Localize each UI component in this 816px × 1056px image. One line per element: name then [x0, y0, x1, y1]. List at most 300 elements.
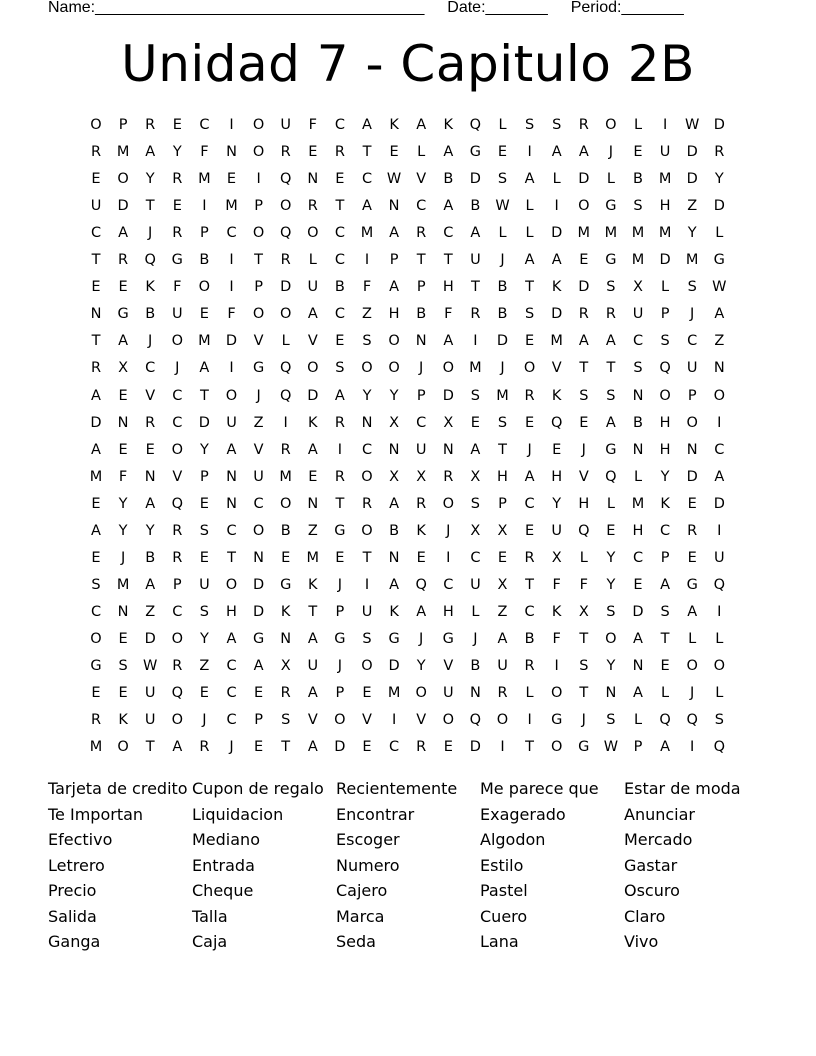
grid-letter: D [686, 468, 698, 485]
grid-letter: A [91, 441, 101, 458]
grid-letter: C [145, 360, 156, 377]
grid-row [89, 464, 736, 491]
grid-letter: P [335, 603, 345, 620]
grid-letter: T [443, 252, 453, 269]
grid-letter: K [308, 576, 318, 593]
grid-letter: I [446, 549, 451, 566]
grid-letter: Y [145, 171, 155, 188]
grid-letter: R [334, 144, 345, 161]
grid-letter: C [334, 225, 345, 242]
grid-letter: C [416, 414, 427, 431]
grid-letter: E [335, 171, 345, 188]
grid-letter: T [579, 360, 589, 377]
grid-letter: G [605, 198, 617, 215]
grid-letter: Y [118, 495, 128, 512]
grid-letter: U [497, 658, 508, 674]
word-list-item: Entrada [192, 855, 255, 875]
grid-letter: S [552, 117, 562, 133]
grid-letter: U [199, 576, 210, 593]
grid-letter: O [496, 712, 509, 729]
grid-letter: L [715, 630, 724, 647]
grid-letter: N [388, 198, 400, 215]
grid-letter: A [524, 468, 535, 485]
grid-letter: M [658, 225, 672, 242]
grid-letter: I [717, 414, 722, 431]
grid-letter: E [443, 739, 453, 756]
grid-letter: G [117, 306, 129, 323]
grid-letter: M [550, 333, 563, 350]
grid-letter: T [227, 549, 236, 566]
grid-letter: E [389, 144, 399, 161]
grid-letter: L [525, 198, 534, 215]
grid-letter: S [660, 333, 670, 350]
grid-letter: G [280, 576, 292, 593]
grid-letter: A [226, 630, 237, 647]
word-list-item: Gastar [624, 855, 678, 875]
grid-letter: E [226, 171, 237, 188]
grid-letter: A [524, 252, 535, 269]
grid-letter: I [391, 712, 397, 729]
grid-letter: E [362, 685, 372, 702]
grid-letter: J [337, 576, 343, 593]
grid-letter: J [229, 739, 234, 756]
grid-letter: E [579, 252, 589, 269]
grid-letter: W [495, 198, 510, 215]
grid-letter: P [118, 117, 128, 133]
grid-letter: F [362, 279, 372, 296]
grid-letter: J [608, 144, 614, 161]
grid-row [90, 112, 736, 139]
grid-letter: K [389, 117, 399, 133]
grid-letter: Y [389, 387, 399, 404]
grid-letter: I [337, 441, 343, 458]
grid-letter: E [308, 468, 318, 485]
grid-letter: D [578, 171, 590, 188]
grid-letter: N [307, 171, 319, 188]
grid-letter: A [524, 171, 535, 188]
grid-letter: H [659, 414, 671, 431]
grid-letter: D [90, 414, 102, 431]
period-label: Period: [570, 0, 622, 16]
grid-letter: M [469, 360, 482, 377]
grid-letter: U [659, 144, 671, 161]
grid-letter: L [498, 117, 507, 133]
grid-letter: I [229, 360, 234, 377]
grid-letter: B [416, 306, 427, 323]
grid-letter: E [281, 549, 291, 566]
grid-letter: D [496, 333, 509, 350]
grid-letter: R [334, 468, 345, 485]
grid-letter: Y [362, 387, 372, 404]
grid-letter: B [334, 279, 345, 296]
grid-row [91, 680, 736, 707]
grid-letter: S [524, 306, 535, 323]
grid-letter: G [713, 252, 725, 269]
grid-letter: A [443, 144, 454, 161]
grid-letter: R [687, 522, 698, 539]
grid-letter: Q [279, 171, 292, 188]
word-list-item: Mediano [192, 830, 260, 849]
grid-letter: S [91, 576, 101, 593]
grid-letter: E [199, 495, 209, 512]
grid-letter: S [497, 414, 508, 431]
grid-letter: J [256, 387, 261, 404]
word-list-item: Precio [48, 881, 97, 900]
grid-letter: E [308, 144, 318, 161]
grid-letter: R [172, 171, 183, 188]
grid-row [90, 707, 736, 734]
grid-letter: A [605, 333, 616, 350]
grid-letter: E [497, 144, 508, 161]
grid-letter: E [91, 279, 101, 296]
grid-letter: J [473, 630, 478, 647]
grid-letter: Z [362, 306, 372, 323]
grid-letter: L [281, 333, 290, 350]
grid-letter: Q [469, 117, 482, 133]
grid-letter: K [551, 279, 562, 296]
grid-letter: U [144, 685, 156, 702]
grid-letter: X [633, 279, 643, 296]
word-search-grid [89, 112, 736, 762]
grid-letter: M [198, 171, 211, 188]
word-list [48, 777, 768, 957]
grid-letter: B [633, 414, 643, 431]
grid-letter: R [605, 306, 616, 323]
grid-letter: G [334, 522, 346, 539]
grid-letter: N [117, 603, 129, 620]
grid-letter: D [551, 225, 563, 242]
grid-letter: E [118, 387, 128, 404]
grid-letter: G [605, 252, 617, 269]
word-list-item: Estilo [480, 855, 524, 875]
grid-letter: R [334, 414, 345, 431]
grid-letter: M [631, 225, 645, 242]
grid-letter: C [334, 306, 345, 323]
grid-letter: U [171, 306, 183, 323]
grid-letter: V [253, 441, 264, 458]
grid-letter: L [633, 468, 643, 485]
date-label: Date: [447, 0, 486, 16]
grid-letter: K [145, 279, 155, 296]
grid-row [91, 274, 736, 301]
grid-letter: N [253, 549, 265, 566]
grid-letter: E [199, 306, 209, 323]
grid-letter: C [172, 603, 183, 620]
grid-letter: C [90, 603, 102, 620]
grid-letter: C [632, 549, 644, 566]
grid-letter: R [118, 252, 129, 269]
grid-letter: N [144, 468, 156, 485]
grid-letter: A [307, 685, 318, 702]
grid-letter: J [148, 333, 153, 350]
grid-letter: D [713, 117, 725, 133]
grid-letter: R [443, 468, 454, 485]
grid-letter: R [199, 739, 210, 756]
grid-letter: W [685, 117, 700, 133]
grid-letter: C [226, 712, 237, 729]
grid-letter: U [307, 279, 319, 296]
grid-letter: D [469, 739, 481, 756]
grid-letter: X [389, 414, 400, 431]
word-list-item: Cajero [336, 881, 388, 900]
grid-letter: Z [199, 658, 210, 674]
grid-letter: Y [714, 171, 724, 188]
grid-letter: A [605, 414, 616, 431]
grid-letter: D [280, 279, 292, 296]
grid-letter: A [443, 198, 454, 215]
grid-letter: T [525, 739, 535, 756]
grid-letter: T [525, 576, 535, 593]
grid-letter: D [469, 171, 481, 188]
grid-letter: O [605, 117, 617, 133]
grid-letter: W [603, 739, 619, 756]
grid-letter: O [252, 306, 265, 323]
grid-letter: I [229, 279, 234, 296]
grid-letter: Y [145, 522, 155, 539]
grid-letter: A [633, 630, 643, 647]
grid-letter: T [660, 630, 670, 647]
grid-letter: C [361, 171, 373, 188]
grid-letter: R [497, 685, 508, 702]
grid-letter: V [416, 712, 427, 729]
grid-letter: B [470, 658, 481, 674]
grid-letter: F [227, 306, 236, 323]
grid-letter: R [145, 414, 156, 431]
grid-letter: O [523, 360, 536, 377]
word-list-item: Cheque [192, 881, 254, 900]
grid-letter: K [280, 603, 291, 620]
grid-letter: E [199, 685, 209, 702]
grid-letter: C [334, 252, 345, 269]
grid-letter: A [389, 495, 400, 512]
grid-letter: O [307, 225, 319, 242]
grid-letter: I [229, 252, 234, 269]
grid-letter: N [361, 414, 373, 431]
grid-letter: E [687, 549, 697, 566]
grid-letter: E [552, 441, 562, 458]
grid-letter: Y [687, 225, 697, 242]
grid-letter: L [633, 117, 643, 133]
grid-letter: U [253, 468, 264, 485]
grid-letter: O [171, 630, 183, 647]
grid-letter: O [279, 198, 292, 215]
word-list-item: Recientemente [336, 779, 458, 798]
grid-letter: A [497, 630, 508, 647]
grid-letter: D [713, 198, 725, 215]
grid-letter: O [198, 279, 211, 296]
word-list-item: Escoger [336, 830, 400, 849]
grid-letter: M [89, 739, 103, 756]
grid-row [91, 383, 736, 410]
grid-letter: O [361, 468, 373, 485]
grid-letter: O [388, 360, 400, 377]
grid-letter: Z [253, 414, 264, 431]
grid-letter: O [225, 576, 238, 593]
grid-letter: C [470, 549, 481, 566]
grid-letter: P [633, 739, 643, 756]
grid-letter: S [606, 279, 616, 296]
grid-letter: D [253, 603, 265, 620]
grid-letter: I [662, 117, 668, 133]
word-list-item: Claro [624, 906, 666, 926]
grid-letter: N [226, 468, 237, 485]
grid-letter: I [717, 522, 722, 539]
grid-letter: D [144, 630, 156, 647]
grid-letter: V [253, 333, 264, 350]
grid-letter: V [307, 333, 318, 350]
grid-letter: Y [606, 658, 616, 674]
grid-letter: U [686, 360, 698, 377]
grid-letter: I [283, 414, 288, 431]
grid-letter: Q [578, 522, 590, 539]
grid-letter: T [498, 441, 507, 458]
grid-letter: E [118, 630, 128, 647]
word-list-item: Numero [336, 855, 400, 875]
grid-letter: M [89, 468, 103, 485]
grid-letter: E [660, 658, 670, 674]
grid-letter: R [578, 117, 589, 133]
grid-letter: D [686, 171, 698, 188]
grid-letter: D [307, 387, 319, 404]
word-list-item: Estar de moda [624, 779, 741, 798]
grid-letter: Z [687, 198, 698, 215]
grid-row [90, 193, 736, 220]
grid-letter: P [254, 279, 263, 296]
grid-letter: C [90, 225, 102, 242]
grid-letter: I [690, 739, 695, 756]
grid-letter: H [578, 495, 590, 512]
grid-letter: O [252, 144, 265, 161]
grid-letter: Q [550, 414, 563, 431]
grid-letter: O [171, 441, 183, 458]
word-list-item: Liquidacion [192, 804, 284, 824]
grid-letter: J [419, 630, 424, 647]
grid-letter: Y [606, 576, 616, 593]
grid-letter: T [145, 739, 155, 756]
student-info-line [48, 0, 768, 20]
word-list-item: Ganga [48, 932, 101, 951]
grid-letter: R [280, 252, 291, 269]
grid-letter: E [633, 576, 643, 593]
grid-letter: Z [145, 603, 156, 620]
grid-letter: A [307, 441, 318, 458]
grid-letter: K [118, 712, 128, 729]
grid-letter: T [470, 279, 480, 296]
grid-letter: E [91, 495, 101, 512]
grid-letter: U [470, 252, 481, 269]
grid-letter: C [632, 333, 644, 350]
grid-letter: A [687, 603, 698, 620]
grid-letter: L [606, 171, 615, 188]
grid-letter: S [633, 360, 643, 377]
grid-letter: M [116, 576, 130, 593]
grid-letter: U [470, 576, 481, 593]
grid-letter: T [91, 252, 101, 269]
grid-letter: F [579, 576, 588, 593]
grid-letter: O [279, 306, 292, 323]
grid-letter: S [362, 630, 372, 647]
grid-letter: C [361, 441, 373, 458]
word-list-item: Cuero [480, 906, 528, 926]
word-list-item: Encontrar [336, 804, 415, 824]
grid-letter: E [172, 198, 182, 215]
grid-letter: C [443, 225, 454, 242]
grid-letter: O [171, 333, 183, 350]
grid-letter: F [444, 306, 453, 323]
grid-letter: A [253, 658, 264, 674]
grid-letter: G [469, 144, 482, 161]
grid-letter: K [551, 603, 562, 620]
grid-letter: D [388, 658, 400, 674]
grid-letter: N [632, 441, 644, 458]
grid-letter: Y [416, 658, 426, 674]
grid-letter: U [632, 306, 644, 323]
grid-letter: O [334, 712, 346, 729]
grid-letter: D [253, 576, 265, 593]
grid-letter: R [470, 306, 481, 323]
grid-letter: G [90, 658, 102, 674]
grid-letter: D [117, 198, 129, 215]
grid-letter: D [578, 279, 590, 296]
grid-letter: F [308, 117, 317, 133]
grid-letter: E [416, 549, 426, 566]
grid-letter: G [686, 576, 698, 593]
grid-letter: X [578, 603, 589, 620]
word-list-item: Tarjeta de credito [48, 779, 188, 798]
grid-letter: I [202, 198, 207, 215]
word-list-item: Pastel [480, 881, 528, 900]
grid-letter: N [713, 360, 725, 377]
grid-letter: T [91, 333, 101, 350]
grid-letter: U [415, 441, 427, 458]
grid-letter: S [199, 522, 209, 539]
grid-letter: C [226, 685, 237, 702]
grid-letter: L [308, 252, 317, 269]
grid-letter: Y [118, 522, 128, 539]
grid-letter: N [117, 414, 129, 431]
grid-letter: N [415, 333, 427, 350]
grid-letter: U [361, 603, 373, 620]
grid-letter: J [581, 712, 586, 729]
word-list-item: Oscuro [624, 881, 680, 900]
grid-letter: T [606, 360, 616, 377]
grid-letter: O [550, 739, 563, 756]
grid-letter: A [416, 603, 427, 620]
grid-letter: H [388, 306, 400, 323]
grid-letter: A [118, 225, 129, 242]
grid-letter: E [687, 495, 697, 512]
grid-letter: L [579, 549, 588, 566]
grid-letter: E [525, 522, 535, 539]
word-list-item: Algodon [480, 830, 546, 849]
grid-letter: M [496, 387, 509, 404]
word-list-item: Cupon de regalo [192, 779, 324, 798]
grid-letter: F [173, 279, 182, 296]
grid-letter: R [90, 360, 102, 377]
grid-letter: A [389, 225, 400, 242]
grid-letter: A [443, 333, 454, 350]
grid-letter: I [527, 712, 532, 729]
grid-letter: E [335, 333, 345, 350]
word-list-item: Talla [192, 906, 228, 926]
grid-row [89, 734, 736, 761]
grid-letter: A [714, 306, 725, 323]
grid-letter: R [361, 495, 373, 512]
name-blank: _____________________________________ [95, 0, 425, 16]
grid-letter: S [199, 603, 209, 620]
grid-row [91, 166, 736, 193]
grid-letter: B [199, 252, 210, 269]
